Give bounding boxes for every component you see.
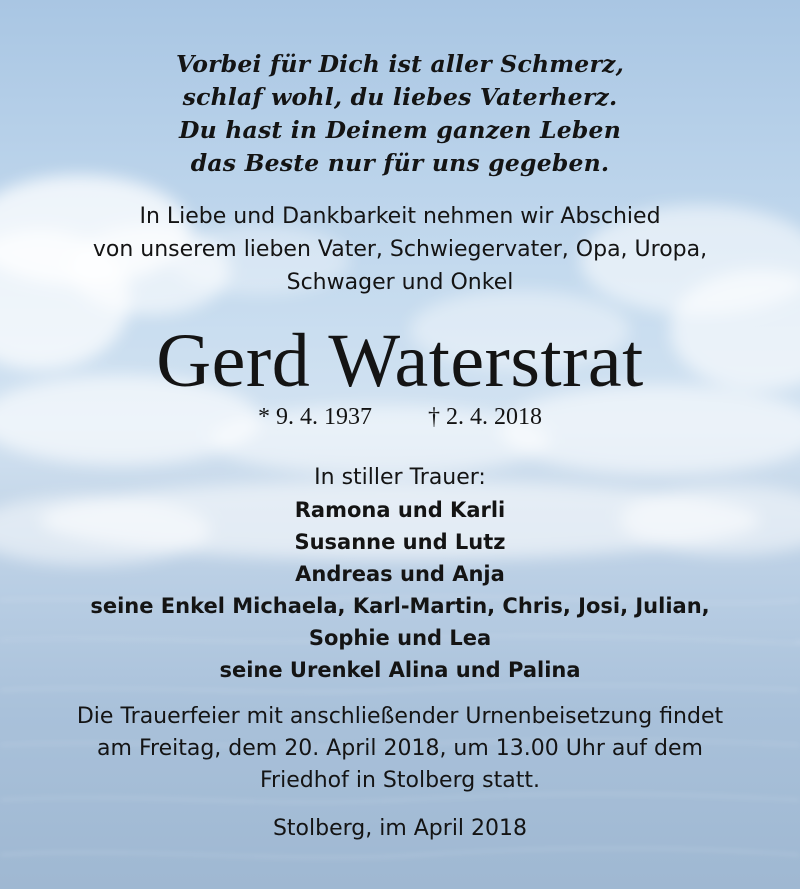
mourners-label: In stiller Trauer: — [314, 465, 486, 490]
place-and-date: Stolberg, im April 2018 — [272, 816, 528, 841]
service-line: Friedhof in Stolberg statt. — [260, 768, 540, 793]
intro-line: Schwager und Onkel — [286, 270, 514, 295]
verse-line: das Beste nur für uns gegeben. — [190, 149, 610, 177]
verse-line: Du hast in Deinem ganzen Leben — [178, 116, 621, 144]
mourners-list — [0, 462, 800, 686]
life-dates — [0, 400, 800, 434]
verse-line: schlaf wohl, du liebes Vaterherz. — [182, 83, 618, 111]
mourner-line: seine Urenkel Alina und Palina — [219, 658, 581, 682]
mourner-line: Sophie und Lea — [308, 626, 492, 650]
death-date: † 2. 4. 2018 — [428, 404, 542, 430]
verse-line: Vorbei für Dich ist aller Schmerz, — [176, 50, 624, 78]
service-line: Die Trauerfeier mit anschließender Urnenbeisetzung findet — [76, 704, 724, 729]
intro-line: In Liebe und Dankbarkeit nehmen wir Abschied — [139, 204, 661, 229]
memorial-verse — [0, 48, 800, 180]
mourner-line: seine Enkel Michaela, Karl-Martin, Chris, Josi, Julian, — [90, 594, 710, 618]
funeral-service-info — [0, 701, 800, 797]
deceased-name: Gerd Waterstrat — [156, 319, 644, 403]
service-line: am Freitag, dem 20. April 2018, um 13.00 Uhr auf dem — [97, 736, 703, 761]
mourner-line: Andreas und Anja — [295, 562, 505, 586]
birth-date: * 9. 4. 1937 — [258, 404, 372, 430]
mourner-line: Ramona und Karli — [294, 498, 506, 522]
mourner-line: Susanne und Lutz — [294, 530, 506, 554]
intro-line: von unserem lieben Vater, Schwiegervater, Opa, Uropa, — [92, 237, 708, 262]
farewell-intro — [0, 200, 800, 299]
